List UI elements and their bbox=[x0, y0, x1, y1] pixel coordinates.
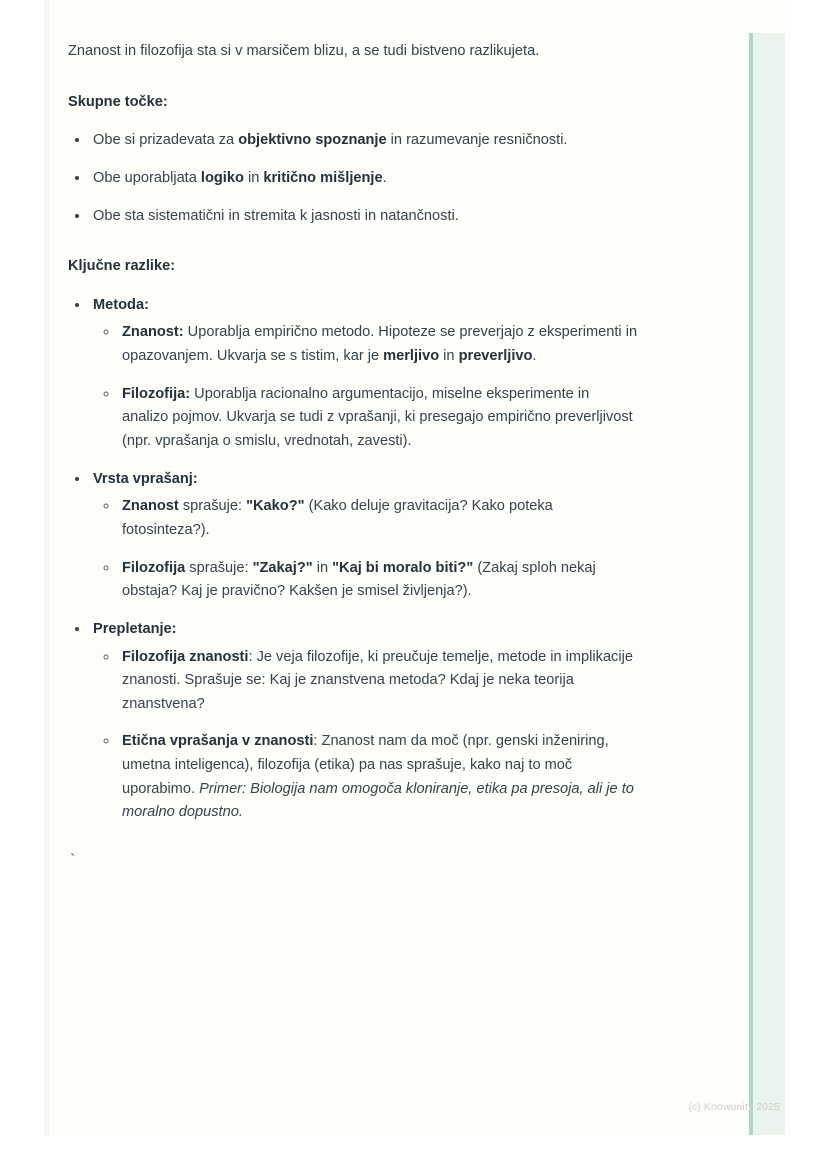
copyright-watermark: (c) Knowunity 2025 bbox=[688, 1101, 780, 1113]
nested-list-item bbox=[119, 495, 638, 542]
text-run: Uporablja empirično metodo. Hipoteze se preverjajo z eksperimenti in opazovanjem. Ukvarja se s tistim, kar je bbox=[122, 324, 638, 365]
emphasis-bold: logiko bbox=[200, 169, 244, 186]
text-run: (Zakaj sploh nekaj obstaja? Kaj je pravično? Kakšen je smisel življenja?). bbox=[122, 559, 596, 600]
list-item bbox=[90, 467, 638, 604]
nested-list-item bbox=[119, 321, 638, 368]
green-accent-strip bbox=[749, 33, 785, 1135]
nested-bullet-list bbox=[93, 646, 638, 825]
emphasis-bold: merljivo bbox=[383, 348, 440, 365]
document-content bbox=[68, 40, 638, 825]
nested-bullet-list bbox=[93, 321, 638, 453]
emphasis-bold: objektivno spoznanje bbox=[238, 132, 387, 149]
text-run: (Kako deluje gravitacija? Kako poteka fotosinteza?). bbox=[122, 498, 553, 538]
text-run: in razumevanje resničnosti. bbox=[386, 132, 568, 149]
text-run: Uporablja racionalno argumentacijo, miselne eksperimente in analizo pojmov. Ukvarja se tudi z vprašanji, ki presegajo empirično preverljivost (npr. vprašanja o smislu, vrednotah, zavesti). bbox=[122, 385, 633, 450]
emphasis-bold: "Kaj bi moralo biti?" bbox=[332, 559, 474, 576]
list-item bbox=[90, 204, 638, 229]
section-heading: Skupne točke: bbox=[68, 93, 168, 110]
nested-bullet-list bbox=[93, 495, 638, 604]
text-run: : Je veja filozofije, ki preučuje temelje, metode in implikacije znanosti. Sprašuje se: Kaj je znanstvena metoda? Kdaj je neka teorija znanstvena? bbox=[122, 648, 633, 712]
text-run: Obe sta sistematični in stremita k jasnosti in natančnosti. bbox=[93, 207, 459, 224]
text-run: in bbox=[439, 348, 459, 365]
stray-backtick-character: ` bbox=[68, 852, 78, 869]
text-run: in bbox=[243, 169, 264, 186]
green-accent-rule bbox=[749, 33, 753, 1135]
emphasis-bold: Znanost: bbox=[122, 324, 184, 341]
nested-list-item bbox=[119, 383, 638, 454]
list-item bbox=[90, 617, 638, 825]
emphasis-bold: kritično mišljenje bbox=[263, 169, 383, 186]
nested-list-item bbox=[119, 646, 638, 717]
list-item-title: Vrsta vprašanj: bbox=[93, 470, 198, 487]
emphasis-bold: preverljivo bbox=[458, 348, 533, 365]
nested-list-item bbox=[119, 557, 638, 604]
sections-container bbox=[68, 91, 638, 825]
text-run: in bbox=[312, 559, 333, 576]
list-item bbox=[90, 293, 638, 454]
list-item bbox=[90, 128, 638, 153]
list-item-title: Metoda: bbox=[93, 296, 149, 313]
emphasis-bold: Filozofija bbox=[122, 559, 186, 576]
list-item-title: Prepletanje: bbox=[93, 620, 177, 637]
text-run: . bbox=[532, 348, 537, 365]
bullet-list bbox=[68, 293, 638, 825]
list-item bbox=[90, 166, 638, 191]
intro-paragraph: Znanost in filozofija sta si v marsičem blizu, a se tudi bistveno razlikujeta. bbox=[68, 43, 540, 59]
page-left-edge bbox=[44, 0, 49, 1136]
emphasis-italic: Primer: Biologija nam omogoča kloniranje, etika pa presoja, ali je to moralno dopustno. bbox=[122, 780, 634, 821]
bullet-list bbox=[68, 128, 638, 228]
emphasis-bold: Znanost bbox=[122, 498, 179, 515]
emphasis-bold: Filozofija znanosti bbox=[122, 648, 249, 665]
emphasis-bold: Filozofija: bbox=[122, 385, 191, 402]
emphasis-bold: Etična vprašanja v znanosti bbox=[122, 733, 314, 750]
emphasis-bold: "Zakaj?" bbox=[252, 559, 313, 576]
text-run: sprašuje: bbox=[178, 498, 247, 515]
emphasis-bold: "Kako?" bbox=[246, 498, 305, 515]
section-heading: Ključne razlike: bbox=[68, 258, 176, 275]
text-run: . bbox=[382, 169, 387, 186]
text-run: sprašuje: bbox=[185, 559, 253, 576]
text-run: Obe si prizadevata za bbox=[93, 132, 239, 149]
text-run: Obe uporabljata bbox=[93, 169, 201, 186]
nested-list-item bbox=[119, 730, 638, 825]
text-run: : Znanost nam da moč (npr. genski inženiring, umetna inteligenca), filozofija (etika) pa nas sprašuje, kako naj to moč uporabimo. bbox=[122, 733, 609, 797]
